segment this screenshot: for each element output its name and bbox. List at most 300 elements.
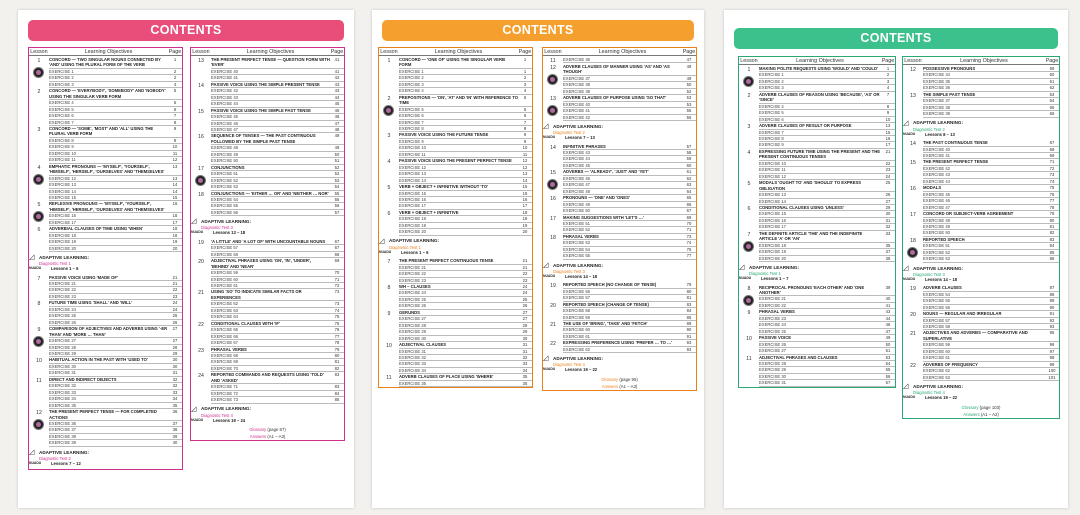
topic-title: INFINITIVE PHRASES bbox=[563, 143, 606, 149]
adaptive-learning-heading bbox=[903, 265, 1059, 272]
adaptive-learning-block bbox=[903, 381, 1059, 404]
lesson-number-cell bbox=[379, 57, 399, 95]
exercise-label: EXERCISE 5 bbox=[399, 106, 424, 112]
exercise-label: EXERCISE 55 bbox=[563, 253, 590, 259]
page-number: 99 bbox=[1049, 361, 1055, 367]
exercise-label: EXERCISE 55 bbox=[923, 298, 950, 304]
toc-column bbox=[542, 47, 697, 391]
lesson-number-cell bbox=[543, 95, 563, 121]
lesson-unit bbox=[29, 126, 182, 164]
page-number: 40 bbox=[172, 440, 178, 446]
lesson-unit bbox=[29, 201, 182, 226]
exercise-label: EXERCISE 35 bbox=[49, 402, 76, 408]
page-number: 3 bbox=[523, 81, 527, 87]
lesson-number: 14 bbox=[910, 141, 916, 148]
exercise-label: EXERCISE 50 bbox=[563, 208, 590, 214]
lesson-number: 3 bbox=[37, 126, 41, 133]
page-number: 21 bbox=[172, 281, 178, 286]
topic-title: USING 'SO' TO INDICATE SIMILAR FACTS OR EXPERIENCES bbox=[211, 289, 302, 300]
page-number: 21 bbox=[885, 148, 891, 154]
topic-title: GERUNDS bbox=[399, 309, 420, 315]
exercise-row[interactable] bbox=[563, 253, 696, 259]
exercise-label: EXERCISE 20 bbox=[49, 245, 76, 251]
diagnostic-test-link[interactable]: Diagnostic Test 1 bbox=[39, 261, 71, 267]
page-number: 93 bbox=[686, 346, 692, 352]
topic-title: EXPRESSING FUTURE TIME USING THE PRESENT AND THE PRESENT CONTINUOUS TENSES bbox=[759, 148, 881, 160]
lesson-rows bbox=[211, 347, 344, 373]
exercise-label: EXERCISE 60 bbox=[211, 276, 238, 282]
page-number: 75 bbox=[334, 314, 340, 320]
diagnostic-test-link[interactable]: Diagnostic Test 1 bbox=[749, 271, 781, 277]
page-number: 46 bbox=[334, 114, 340, 120]
pencil-triangle-icon: ◿ bbox=[739, 264, 745, 272]
topic-title: THE PRESENT PERFECT TENSE bbox=[923, 159, 989, 165]
page-number: 61 bbox=[1049, 78, 1055, 84]
lesson-unit bbox=[543, 215, 696, 234]
adaptive-learning-lessons bbox=[379, 250, 532, 256]
page-number: 77 bbox=[1049, 198, 1055, 204]
lesson-number: 1 bbox=[37, 58, 41, 64]
page-number: 97 bbox=[1049, 348, 1055, 354]
exercise-label: EXERCISE 53 bbox=[211, 184, 238, 190]
topic-title: CONCORD — 'ONE OF' USING THE SINGULAR VERB FORM bbox=[399, 57, 505, 68]
lesson-number-cell bbox=[739, 285, 759, 310]
exercise-label: EXERCISE 14 bbox=[49, 188, 76, 194]
toc-column bbox=[738, 56, 896, 388]
page-number: 101 bbox=[1048, 374, 1056, 380]
exercise-label: EXERCISE 52 bbox=[563, 227, 590, 233]
page-number: 71 bbox=[334, 276, 340, 282]
pencil-triangle-icon: ◿ bbox=[903, 383, 909, 391]
lesson-number-cell bbox=[739, 231, 759, 262]
exercise-label: EXERCISE 13 bbox=[399, 171, 426, 177]
diagnostic-test-link[interactable]: Diagnostic Test 3 bbox=[913, 271, 945, 277]
contents-page-pink bbox=[18, 10, 354, 508]
lesson-unit bbox=[379, 310, 532, 342]
lesson-rows bbox=[759, 149, 895, 180]
lesson-number-cell bbox=[191, 133, 211, 164]
pencil-triangle-icon: ◿ bbox=[903, 264, 909, 272]
topic-title: VERB + OBJECT + INFINITIVE bbox=[399, 209, 459, 215]
topic-title: THE USE OF 'BRING', 'TAKE' AND 'FETCH' bbox=[563, 320, 648, 326]
adaptive-learning-block bbox=[543, 260, 696, 283]
lesson-unit bbox=[543, 340, 696, 353]
disc-icon bbox=[547, 105, 558, 116]
lesson-topic-row bbox=[211, 133, 344, 145]
lesson-number: 9 bbox=[747, 310, 751, 317]
exercise-label: EXERCISE 53 bbox=[923, 256, 950, 262]
exercise-label: EXERCISE 1 bbox=[49, 68, 74, 74]
lesson-unit bbox=[739, 231, 895, 262]
page-number: 44 bbox=[885, 315, 891, 321]
pencil-triangle-icon: ◿ bbox=[191, 218, 197, 226]
page-number: 67 bbox=[334, 238, 340, 244]
diagnostic-test-link[interactable]: Diagnostic Test 1 bbox=[389, 244, 421, 250]
diagnostic-test-link[interactable]: Diagnostic Test 2 bbox=[553, 130, 585, 136]
page-number: 9 bbox=[523, 138, 527, 144]
adaptive-learning-heading bbox=[29, 254, 182, 261]
page-number: 29 bbox=[172, 350, 178, 356]
topic-title: PASSIVE VOICE USING 'MADE OF' bbox=[49, 274, 118, 280]
lesson-number-cell bbox=[543, 195, 563, 214]
page-number: 35 bbox=[172, 402, 178, 408]
page-number: 66 bbox=[1049, 111, 1055, 117]
page-number: 24 bbox=[522, 284, 528, 289]
lesson-unit bbox=[543, 302, 696, 321]
exercise-label: EXERCISE 18 bbox=[49, 232, 76, 238]
exercise-label: EXERCISE 25 bbox=[49, 313, 76, 319]
back-matter-entry[interactable] bbox=[191, 426, 344, 433]
page-number: 1 bbox=[886, 66, 890, 71]
topic-title: MODALS bbox=[923, 185, 942, 191]
page-number: 28 bbox=[522, 322, 528, 328]
lesson-number: 15 bbox=[910, 160, 916, 167]
exercise-row[interactable] bbox=[399, 381, 532, 387]
exercise-row[interactable] bbox=[923, 375, 1059, 381]
lesson-unit bbox=[191, 133, 344, 164]
exercise-label: EXERCISE 23 bbox=[399, 277, 426, 283]
exercise-label: EXERCISE 31 bbox=[759, 380, 786, 386]
lesson-number-cell bbox=[379, 310, 399, 342]
exercise-row[interactable] bbox=[759, 380, 895, 386]
back-matter-entry[interactable] bbox=[903, 404, 1059, 411]
exercise-row[interactable] bbox=[49, 440, 182, 446]
lesson-topic-row bbox=[211, 289, 344, 301]
page-number: 55 bbox=[885, 367, 891, 373]
page-number: 31 bbox=[172, 370, 178, 376]
lesson-rows bbox=[399, 284, 532, 310]
lesson-number-cell bbox=[191, 239, 211, 258]
page-number: 29 bbox=[522, 329, 528, 335]
lesson-number: 9 bbox=[387, 310, 391, 317]
page-number: 50 bbox=[334, 151, 340, 157]
exercise-label: EXERCISE 1 bbox=[399, 68, 424, 74]
page-number: 15 bbox=[522, 184, 528, 190]
lesson-unit bbox=[379, 210, 532, 236]
lesson-number-cell bbox=[191, 258, 211, 289]
diagnostic-test-link[interactable]: Diagnostic Test 3 bbox=[553, 268, 585, 274]
exercise-label: EXERCISE 9 bbox=[759, 142, 784, 148]
lesson-rows bbox=[923, 362, 1059, 381]
page-number: 9 bbox=[173, 137, 177, 143]
page-number: 81 bbox=[334, 359, 340, 365]
back-matter-label: Answers bbox=[249, 434, 267, 440]
exercise-label: EXERCISE 54 bbox=[211, 196, 238, 202]
lesson-number-cell bbox=[29, 275, 49, 301]
lesson-rows bbox=[563, 321, 696, 340]
exercise-label: EXERCISE 17 bbox=[399, 203, 426, 209]
page-number: 53 bbox=[686, 101, 692, 107]
page-number: 2 bbox=[886, 72, 890, 78]
exercise-row[interactable] bbox=[211, 397, 344, 403]
lesson-number: 21 bbox=[550, 321, 556, 328]
lesson-unit bbox=[903, 237, 1059, 263]
page-number: 65 bbox=[1049, 104, 1055, 110]
back-matter-entry[interactable] bbox=[543, 383, 696, 390]
page-number: 24 bbox=[172, 306, 178, 312]
topic-title: THE PRESENT PERFECT CONTINUOUS TENSE bbox=[399, 258, 494, 264]
lesson-rows bbox=[211, 289, 344, 320]
page-number: 82 bbox=[334, 365, 340, 371]
adaptive-learning-title: ADAPTIVE LEARNING: bbox=[553, 123, 604, 129]
topic-title: MAKING POLITE REQUESTS USING 'WOULD' AND 'COULD' bbox=[759, 66, 878, 71]
lesson-number: 23 bbox=[198, 347, 204, 354]
topic-title: DIRECT AND INDIRECT OBJECTS bbox=[49, 376, 117, 382]
exercise-label: EXERCISE 6 bbox=[399, 113, 424, 119]
page-number: 77 bbox=[686, 253, 692, 259]
topic-title: CONCORD OR SUBJECT-VERB AGREEMENT bbox=[923, 211, 1014, 217]
lesson-rows bbox=[211, 57, 344, 82]
page-number: 5 bbox=[523, 94, 527, 100]
lesson-rows bbox=[563, 64, 696, 95]
page-number: 17 bbox=[522, 203, 528, 209]
topic-title: ADJECTIVAL PHRASES USING 'ON', 'IN', 'UNDER', 'BEHIND' AND 'NEAR' bbox=[211, 258, 312, 269]
exercise-label: EXERCISE 8 bbox=[759, 135, 784, 141]
exercise-label: EXERCISE 59 bbox=[211, 270, 238, 276]
lesson-unit bbox=[543, 57, 696, 64]
lesson-rows bbox=[211, 258, 344, 289]
disc-icon bbox=[33, 336, 44, 347]
lesson-number-cell bbox=[903, 92, 923, 118]
lesson-topic-row bbox=[399, 95, 532, 107]
page-number: 18 bbox=[522, 209, 528, 215]
header-objectives: Learning Objectives bbox=[960, 58, 1008, 64]
back-matter-entry[interactable] bbox=[543, 376, 696, 383]
exercise-label: EXERCISE 35 bbox=[399, 380, 426, 386]
exercise-label: EXERCISE 31 bbox=[49, 370, 76, 376]
exercise-row[interactable] bbox=[211, 210, 344, 216]
exercise-label: EXERCISE 8 bbox=[49, 137, 74, 143]
page-number: 59 bbox=[1049, 66, 1055, 71]
page-number: 18 bbox=[172, 232, 178, 238]
lesson-number-cell bbox=[903, 237, 923, 263]
lesson-rows bbox=[49, 300, 182, 326]
back-matter-pages: (A1 – A2) bbox=[979, 411, 999, 417]
exercise-label: EXERCISE 47 bbox=[563, 182, 590, 188]
lesson-topic-row bbox=[759, 285, 895, 297]
exercise-label: EXERCISE 20 bbox=[399, 229, 426, 235]
exercise-label: EXERCISE 5 bbox=[49, 106, 74, 112]
back-matter-entry[interactable] bbox=[903, 411, 1059, 418]
topic-title: REPORTED COMMANDS AND REQUESTS USING 'TOLD' AND 'ASKED' bbox=[211, 372, 324, 383]
page-number: 62 bbox=[1049, 85, 1055, 91]
exercise-row[interactable] bbox=[563, 115, 696, 121]
lesson-number-cell bbox=[29, 88, 49, 126]
lesson-number-cell bbox=[191, 191, 211, 217]
back-matter-entry[interactable] bbox=[191, 433, 344, 440]
exercise-row[interactable] bbox=[923, 111, 1059, 117]
diagnostic-test-link[interactable]: Diagnostic Test 3 bbox=[201, 225, 233, 231]
adaptive-learning-heading bbox=[191, 218, 344, 225]
pencil-triangle-icon: ◿ bbox=[543, 261, 549, 269]
page-number: 41 bbox=[885, 302, 891, 308]
lesson-topic-row bbox=[49, 57, 182, 69]
exercise-label: EXERCISE 23 bbox=[49, 293, 76, 299]
exercise-label: EXERCISE 36 bbox=[563, 57, 590, 62]
exercise-row[interactable] bbox=[759, 256, 895, 262]
page-number: 83 bbox=[1049, 236, 1055, 242]
exercise-label: EXERCISE 39 bbox=[49, 440, 76, 446]
topic-title: ADVERB CLAUSES OF REASON USING 'BECAUSE', 'AS' OR 'SINCE' bbox=[759, 91, 880, 103]
topic-title: ADVERB CLAUSES OF PURPOSE USING 'SO THAT' bbox=[563, 95, 667, 101]
header-page: Page bbox=[881, 58, 895, 64]
exercise-row[interactable] bbox=[563, 347, 696, 353]
exercise-label: EXERCISE 30 bbox=[759, 373, 786, 379]
lesson-rows bbox=[399, 258, 532, 284]
lesson-unit bbox=[191, 108, 344, 134]
page-number: 81 bbox=[686, 295, 692, 301]
page-number: 79 bbox=[1049, 211, 1055, 217]
page-number: 69 bbox=[334, 258, 340, 264]
topic-title: VERB + OBJECT + INFINITIVE WITHOUT 'TO' bbox=[399, 184, 489, 190]
lesson-topic-row bbox=[563, 64, 696, 76]
exercise-label: EXERCISE 43 bbox=[923, 172, 950, 178]
exercise-label: EXERCISE 7 bbox=[399, 119, 424, 125]
back-matter-pages: (page 103) bbox=[978, 404, 1001, 410]
lesson-rows bbox=[399, 374, 532, 387]
diagnostic-test-link[interactable]: Diagnostic Test 4 bbox=[553, 362, 585, 368]
exercise-label: EXERCISE 45 bbox=[211, 114, 238, 120]
exercise-label: EXERCISE 29 bbox=[399, 329, 426, 335]
topic-title: CONDITIONAL CLAUSES USING 'UNLESS' bbox=[759, 204, 844, 210]
lesson-number-cell bbox=[543, 215, 563, 234]
lesson-topic-row bbox=[211, 258, 344, 270]
adaptive-learning-lessons bbox=[903, 132, 1059, 138]
exercise-label: EXERCISE 44 bbox=[923, 178, 950, 184]
lesson-rows bbox=[759, 123, 895, 149]
page-number: 74 bbox=[686, 240, 692, 246]
exercise-label: EXERCISE 22 bbox=[759, 302, 786, 308]
lesson-number: 20 bbox=[198, 259, 204, 266]
lesson-number: 19 bbox=[910, 286, 916, 293]
lesson-number: 22 bbox=[198, 321, 204, 328]
adaptive-learning-lessons bbox=[543, 367, 696, 373]
back-matter-label: Answers bbox=[963, 411, 980, 417]
lesson-number-cell bbox=[379, 374, 399, 387]
page-number: 13 bbox=[172, 163, 178, 169]
lesson-number: 11 bbox=[746, 355, 752, 362]
topic-title: ADVERB CLAUSES OF RESULT OR PURPOSE bbox=[759, 123, 852, 129]
exercise-label: EXERCISE 72 bbox=[211, 390, 238, 396]
exercise-label: EXERCISE 66 bbox=[211, 333, 238, 339]
page-number: 12 bbox=[522, 158, 528, 164]
exercise-row[interactable] bbox=[49, 246, 182, 252]
lesson-rows bbox=[759, 66, 895, 92]
page-number: 6 bbox=[173, 106, 177, 112]
exercise-label: EXERCISE 25 bbox=[759, 328, 786, 334]
adaptive-learning-block bbox=[379, 236, 532, 259]
lesson-number: 8 bbox=[37, 301, 41, 308]
disc-icon bbox=[743, 76, 754, 87]
exercise-row[interactable] bbox=[923, 256, 1059, 262]
page-number: 59 bbox=[686, 156, 692, 162]
lesson-number-cell bbox=[739, 66, 759, 92]
page-number: 32 bbox=[522, 354, 528, 360]
page-number: 38 bbox=[172, 427, 178, 433]
diagnostic-test-link[interactable]: Diagnostic Test 4 bbox=[201, 412, 233, 418]
lesson-unit bbox=[739, 66, 895, 92]
exercise-row[interactable] bbox=[563, 57, 696, 63]
lesson-topic-row bbox=[49, 126, 182, 138]
header-lesson: Lesson bbox=[740, 58, 758, 64]
exercise-label: EXERCISE 68 bbox=[211, 352, 238, 358]
lesson-topic-row bbox=[49, 88, 182, 100]
exercise-label: EXERCISE 49 bbox=[211, 151, 238, 157]
page-number: 77 bbox=[334, 333, 340, 339]
exercise-label: EXERCISE 33 bbox=[49, 389, 76, 395]
exercise-label: EXERCISE 28 bbox=[759, 360, 786, 366]
lesson-number-cell bbox=[903, 66, 923, 92]
exercise-label: EXERCISE 36 bbox=[49, 420, 76, 426]
page-number: 96 bbox=[1049, 342, 1055, 348]
topic-title: THE PRESENT PERFECT TENSE — FOR COMPLETED ACTIONS bbox=[49, 409, 157, 420]
exercise-label: EXERCISE 37 bbox=[563, 75, 590, 81]
page-number: 57 bbox=[686, 143, 692, 149]
page-number: 76 bbox=[686, 246, 692, 252]
lesson-rows bbox=[563, 282, 696, 301]
diagnostic-test-link[interactable]: Diagnostic Test 2 bbox=[39, 455, 71, 461]
exercise-label: EXERCISE 12 bbox=[49, 175, 76, 181]
lesson-number: 16 bbox=[910, 186, 916, 193]
lesson-number: 13 bbox=[550, 96, 556, 103]
lesson-number-cell bbox=[543, 282, 563, 301]
exercise-label: EXERCISE 50 bbox=[923, 230, 950, 236]
lesson-number-cell bbox=[191, 82, 211, 108]
page-number: 35 bbox=[522, 380, 528, 386]
disc-icon bbox=[547, 74, 558, 85]
lesson-unit bbox=[903, 185, 1059, 211]
lesson-number-cell bbox=[739, 335, 759, 354]
header-lesson: Lesson bbox=[904, 58, 922, 64]
exercise-label: EXERCISE 17 bbox=[49, 219, 76, 225]
header-page: Page bbox=[682, 49, 696, 55]
page-number: 56 bbox=[334, 203, 340, 209]
page-number: 63 bbox=[686, 182, 692, 188]
exercise-label: EXERCISE 20 bbox=[759, 255, 786, 261]
lesson-number-cell bbox=[191, 57, 211, 82]
page-number: 72 bbox=[1049, 165, 1055, 171]
adaptive-learning-lessons bbox=[29, 266, 182, 272]
exercise-row[interactable] bbox=[399, 229, 532, 235]
lesson-rows bbox=[923, 237, 1059, 263]
pencil-triangle-icon: ◿ bbox=[29, 254, 35, 262]
exercise-label: EXERCISE 2 bbox=[399, 75, 424, 81]
exercise-label: EXERCISE 56 bbox=[923, 304, 950, 310]
topic-title: EXPRESSING PREFERENCE USING 'PREFER … TO …' bbox=[563, 340, 673, 346]
page-number: 47 bbox=[334, 120, 340, 126]
lesson-rows bbox=[563, 144, 696, 170]
exercise-label: EXERCISE 47 bbox=[211, 126, 238, 132]
lesson-number: 12 bbox=[36, 410, 42, 417]
lesson-number: 5 bbox=[37, 202, 41, 209]
contents-page-teal bbox=[724, 10, 1068, 508]
disc-icon bbox=[907, 247, 918, 258]
nuadu-brand: NUADU bbox=[29, 460, 42, 465]
lessons-range: Lessons 19 – 24 bbox=[213, 417, 246, 423]
lesson-number: 19 bbox=[198, 239, 204, 246]
exercise-label: EXERCISE 3 bbox=[399, 81, 424, 87]
diagnostic-test-link[interactable]: Diagnostic Test 2 bbox=[913, 126, 945, 132]
adaptive-learning-heading bbox=[379, 238, 532, 245]
diagnostic-test-link[interactable]: Diagnostic Test 4 bbox=[913, 390, 945, 396]
topic-title: THE DEFINITE ARTICLE 'THE' AND THE INDEFINITE ARTICLE 'A' OR 'AN' bbox=[759, 230, 863, 242]
page-number: 86 bbox=[1049, 256, 1055, 262]
lesson-unit bbox=[739, 335, 895, 354]
adaptive-learning-title: ADAPTIVE LEARNING: bbox=[201, 406, 252, 412]
page-number: 21 bbox=[522, 264, 528, 270]
header-objectives: Learning Objectives bbox=[598, 49, 647, 55]
exercise-label: EXERCISE 41 bbox=[211, 75, 238, 81]
